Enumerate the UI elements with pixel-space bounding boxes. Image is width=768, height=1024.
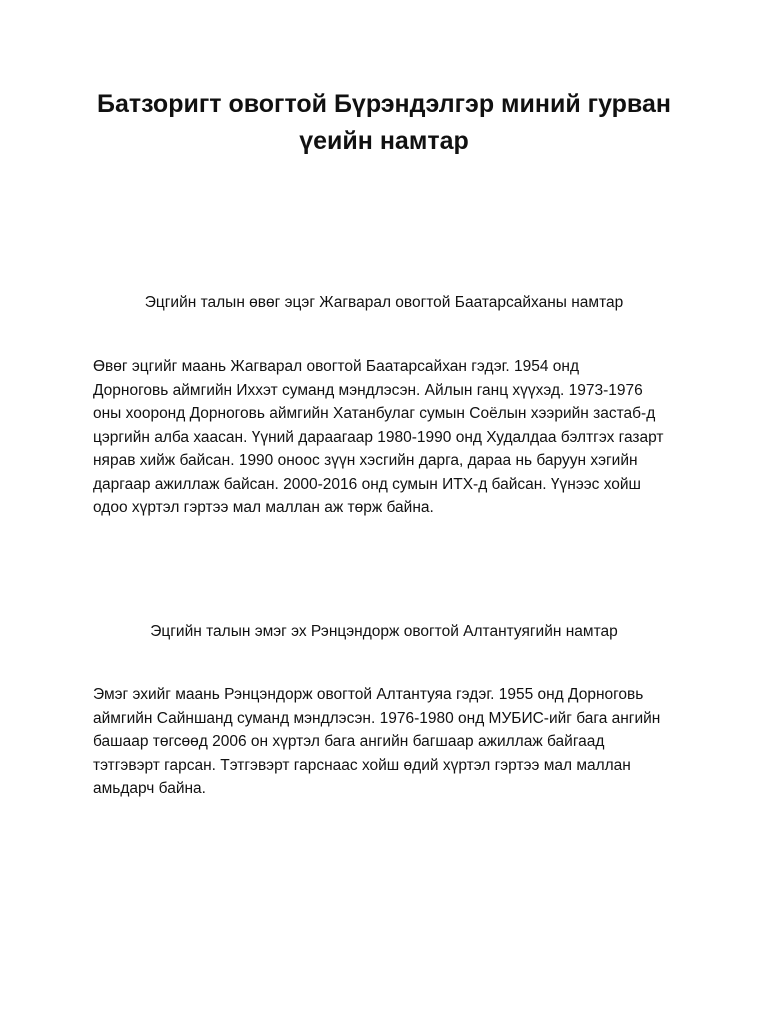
section-heading-paternal-grandfather: Эцгийн талын өвөг эцэг Жагварал овогтой Баатарсайханы намтар <box>144 294 624 311</box>
section-body-paternal-grandmother: Эмэг эхийг маань Рэнцэндорж овогтой Алтантуяа гэдэг. 1955 онд Дорноговь аймгийн Сайншанд суманд мэндлэсэн. 1976-1980 онд МУБИС-ийг бага ангийн башаар төгсөөд 2006 он хүртэл бага ангийн багшаар ажиллаж байгаад тэтгэвэрт гарсан. Тэтгэвэрт гарснаас хойш өдий хүртэл гэртээ мал маллан амьдарч байна. <box>93 686 661 797</box>
section-body-paternal-grandfather: Өвөг эцгийг маань Жагварал овогтой Баатарсайхан гэдэг. 1954 онд Дорноговь аймгийн Иххэт суманд мэндлэсэн. Айлын ганц хүүхэд. 1973-1976 оны хооронд Дорноговь аймгийн Хатанбулаг сумын Соёлын хээрийн застаб-д цэргийн алба хаасан. Үүний дараагаар 1980-1990 онд Худалдаа бэлтгэх газарт нярав хийж байсан. 1990 оноос зүүн хэсгийн дарга, дараа нь баруун хэгийн даргаар ажиллаж байсан. 2000-2016 онд сумын ИТХ-д байсан. Үүнээс хойш одоо хүртэл гэртээ мал маллан аж төрж байна. <box>93 358 664 516</box>
section-heading-paternal-grandmother: Эцгийн талын эмэг эх Рэнцэндорж овогтой Алтантуягийн намтар <box>150 623 618 640</box>
document-title: Батзоригт овогтой Бүрэндэлгэр миний гурван үеийн намтар <box>97 90 671 155</box>
